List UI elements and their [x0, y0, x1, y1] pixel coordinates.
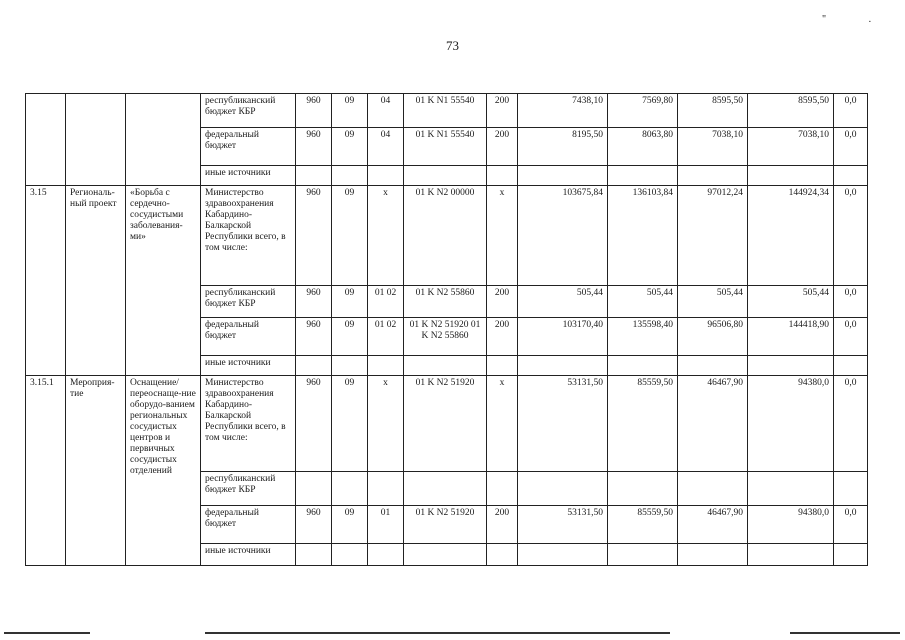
cell-pr	[368, 166, 404, 186]
cell-csr	[404, 544, 487, 566]
cell-name	[126, 94, 201, 186]
cell-year-3: 46467,90	[678, 376, 748, 472]
cell-year-4: 144418,90	[748, 318, 834, 356]
cell-year-4: 94380,0	[748, 376, 834, 472]
bottom-scan-line	[4, 632, 90, 634]
cell-rz: 09	[332, 506, 368, 544]
cell-year-5: 0,0	[834, 506, 868, 544]
cell-year-1	[518, 166, 608, 186]
cell-source: федеральный бюджет	[201, 128, 296, 166]
cell-grbs: 960	[296, 318, 332, 356]
table-row	[26, 94, 868, 128]
cell-year-2: 135598,40	[608, 318, 678, 356]
cell-vr: x	[487, 376, 518, 472]
cell-vr: 200	[487, 318, 518, 356]
cell-year-4	[748, 356, 834, 376]
cell-year-2: 136103,84	[608, 186, 678, 286]
cell-grbs: 960	[296, 286, 332, 318]
page-number: 73	[446, 38, 459, 53]
cell-year-3: 97012,24	[678, 186, 748, 286]
cell-vr	[487, 544, 518, 566]
cell-source: иные источники	[201, 166, 296, 186]
cell-vr	[487, 356, 518, 376]
cell-source: республиканский бюджет КБР	[201, 286, 296, 318]
bottom-scan-line	[790, 632, 900, 634]
cell-year-5	[834, 166, 868, 186]
cell-year-4	[748, 544, 834, 566]
cell-year-2: 505,44	[608, 286, 678, 318]
cell-source: федеральный бюджет	[201, 506, 296, 544]
cell-year-1: 53131,50	[518, 376, 608, 472]
cell-rz	[332, 472, 368, 506]
cell-name: Оснащение/ переоснаще-ние оборудо-ванием региональных сосудистых центров и первичных сосудистых отделений	[126, 376, 201, 566]
cell-year-3: 8595,50	[678, 94, 748, 128]
cell-grbs: 960	[296, 186, 332, 286]
cell-year-2: 85559,50	[608, 506, 678, 544]
cell-csr: 01 K N2 51920	[404, 376, 487, 472]
cell-grbs: 960	[296, 376, 332, 472]
cell-year-5	[834, 544, 868, 566]
cell-year-2: 85559,50	[608, 376, 678, 472]
cell-num: 3.15.1	[26, 376, 66, 566]
cell-year-2	[608, 166, 678, 186]
cell-grbs: 960	[296, 128, 332, 166]
cell-vr: 200	[487, 128, 518, 166]
cell-year-5: 0,0	[834, 286, 868, 318]
cell-rz	[332, 166, 368, 186]
cell-rz: 09	[332, 376, 368, 472]
cell-vr: 200	[487, 94, 518, 128]
cell-rz: 09	[332, 318, 368, 356]
cell-csr	[404, 472, 487, 506]
cell-rz: 09	[332, 186, 368, 286]
cell-year-5: 0,0	[834, 186, 868, 286]
cell-vr	[487, 472, 518, 506]
cell-csr: 01 K N2 51920	[404, 506, 487, 544]
cell-num: 3.15	[26, 186, 66, 376]
cell-year-3	[678, 166, 748, 186]
cell-pr	[368, 356, 404, 376]
cell-year-1: 103170,40	[518, 318, 608, 356]
cell-name: «Борьба с сердечно-сосудистыми заболевания-ми»	[126, 186, 201, 376]
cell-pr: 01	[368, 506, 404, 544]
cell-csr: 01 K N2 51920 01 K N2 55860	[404, 318, 487, 356]
cell-year-3	[678, 356, 748, 376]
cell-year-4: 94380,0	[748, 506, 834, 544]
cell-year-4	[748, 166, 834, 186]
cell-grbs	[296, 166, 332, 186]
cell-year-4: 144924,34	[748, 186, 834, 286]
cell-year-5: 0,0	[834, 128, 868, 166]
cell-pr	[368, 472, 404, 506]
cell-grbs	[296, 544, 332, 566]
cell-num	[26, 94, 66, 186]
cell-csr	[404, 166, 487, 186]
cell-vr: 200	[487, 286, 518, 318]
cell-vr	[487, 166, 518, 186]
cell-year-3: 505,44	[678, 286, 748, 318]
cell-pr	[368, 544, 404, 566]
cell-source: Министерство здравоохранения Кабардино-Балкарской Республики всего, в том числе:	[201, 376, 296, 472]
cell-year-1	[518, 356, 608, 376]
cell-source: иные источники	[201, 356, 296, 376]
cell-csr: 01 K N2 55860	[404, 286, 487, 318]
cell-csr: 01 K N2 00000	[404, 186, 487, 286]
cell-year-4	[748, 472, 834, 506]
cell-year-5: 0,0	[834, 318, 868, 356]
corner-marks: " .	[822, 14, 892, 25]
cell-year-2: 8063,80	[608, 128, 678, 166]
cell-type: Региональ-ный проект	[66, 186, 126, 376]
cell-year-1	[518, 544, 608, 566]
cell-year-3: 46467,90	[678, 506, 748, 544]
cell-year-2	[608, 356, 678, 376]
cell-year-1: 53131,50	[518, 506, 608, 544]
cell-pr: x	[368, 186, 404, 286]
cell-grbs: 960	[296, 94, 332, 128]
cell-year-3: 7038,10	[678, 128, 748, 166]
cell-pr: 01 02	[368, 286, 404, 318]
cell-pr: x	[368, 376, 404, 472]
cell-type	[66, 94, 126, 186]
cell-year-1	[518, 472, 608, 506]
cell-year-1: 8195,50	[518, 128, 608, 166]
cell-pr: 04	[368, 128, 404, 166]
cell-rz: 09	[332, 128, 368, 166]
cell-year-1: 7438,10	[518, 94, 608, 128]
cell-year-2	[608, 544, 678, 566]
cell-year-4: 7038,10	[748, 128, 834, 166]
cell-year-3	[678, 544, 748, 566]
table-row	[26, 376, 868, 472]
cell-rz: 09	[332, 286, 368, 318]
cell-year-5	[834, 356, 868, 376]
cell-year-1: 103675,84	[518, 186, 608, 286]
table-row	[26, 186, 868, 286]
cell-vr: 200	[487, 506, 518, 544]
cell-vr: x	[487, 186, 518, 286]
cell-grbs	[296, 472, 332, 506]
cell-year-1: 505,44	[518, 286, 608, 318]
cell-csr	[404, 356, 487, 376]
cell-year-5: 0,0	[834, 376, 868, 472]
cell-source: федеральный бюджет	[201, 318, 296, 356]
budget-table-body	[26, 94, 868, 566]
cell-grbs	[296, 356, 332, 376]
cell-year-2: 7569,80	[608, 94, 678, 128]
cell-year-3: 96506,80	[678, 318, 748, 356]
cell-year-5	[834, 472, 868, 506]
cell-year-3	[678, 472, 748, 506]
cell-year-4: 8595,50	[748, 94, 834, 128]
cell-rz	[332, 356, 368, 376]
cell-source: республиканский бюджет КБР	[201, 94, 296, 128]
cell-pr: 01 02	[368, 318, 404, 356]
cell-pr: 04	[368, 94, 404, 128]
cell-rz	[332, 544, 368, 566]
cell-type: Мероприя-тие	[66, 376, 126, 566]
cell-csr: 01 K N1 55540	[404, 128, 487, 166]
cell-grbs: 960	[296, 506, 332, 544]
cell-year-4: 505,44	[748, 286, 834, 318]
cell-year-5: 0,0	[834, 94, 868, 128]
cell-year-2	[608, 472, 678, 506]
cell-rz: 09	[332, 94, 368, 128]
bottom-scan-line	[205, 632, 670, 634]
cell-source: республиканский бюджет КБР	[201, 472, 296, 506]
cell-source: Министерство здравоохранения Кабардино-Балкарской Республики всего, в том числе:	[201, 186, 296, 286]
cell-source: иные источники	[201, 544, 296, 566]
cell-csr: 01 K N1 55540	[404, 94, 487, 128]
budget-table	[25, 93, 868, 566]
